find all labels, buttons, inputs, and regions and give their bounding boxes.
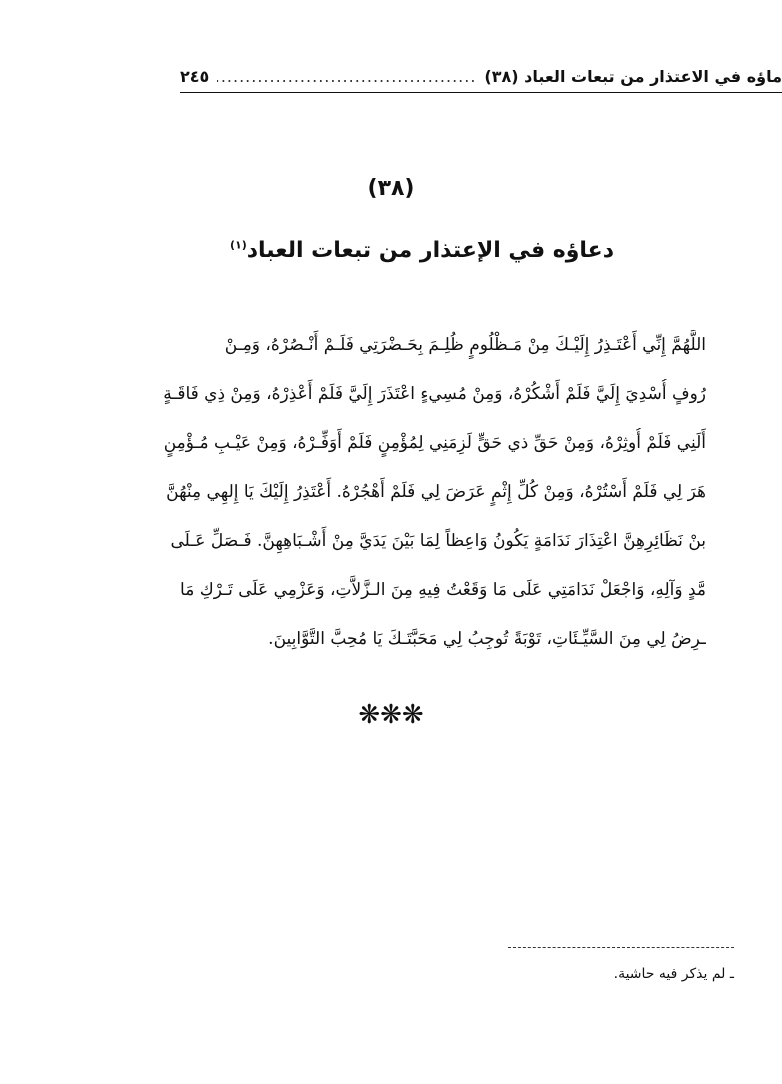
text-line: ـرِضُ لِي مِنَ السَّيِّـئَاتِ، تَوْبَةً تُوجِبُ لِي مَحَبَّتَـكَ يَا مُحِبَّ التَّوَّابِينَ.	[268, 629, 706, 649]
chapter-title: دعاؤه في الإعتذار من تبعات العباد	[246, 238, 614, 263]
text-line: اللَّهُمَّ إِنِّي أَعْتَـذِرُ إِلَيْـكَ مِنْ مَـظْلُومٍ ظُلِـمَ بِحَـضْرَتِي فَلَـمْ أَنْـصُرْهُ، وَمِـنْ	[224, 335, 706, 355]
text-line: رُوفٍ أُسْدِيَ إِلَيَّ فَلَمْ أَشْكُرْهُ، وَمِنْ مُسِيءٍ اعْتَذَرَ إِلَيَّ فَلَمْ أَعْذِرْهُ، وَمِنْ ذِي فَاقَـةٍ	[163, 384, 706, 404]
text-line: بنْ نَظَائِرِهِنَّ اعْتِذَارَ نَدَامَةٍ يَكُونُ وَاعِظاً لِمَا بَيْنَ يَدَيَّ مِنْ أَشْـبَاهِهِنَّ. فَـصَلِّ عَـلَى	[170, 531, 706, 551]
supplication-text	[0, 330, 706, 673]
chapter-heading	[230, 238, 614, 263]
ornament-divider-icon: ❋❋❋	[358, 700, 424, 730]
text-line: مَّدٍ وَآلِهِ، وَاجْعَلْ نَدَامَتِي عَلَى مَا وَقَعْتُ فِيهِ مِنَ الـزَّلاَّتِ، وَعَزْمِي عَلَى تَـرْكِ مَا	[180, 580, 706, 600]
running-header	[180, 62, 782, 90]
header-rule	[180, 92, 782, 93]
footnote-rule	[508, 947, 734, 948]
page-number: ٢٤٥	[180, 66, 210, 86]
footnote-marker: (١)	[229, 238, 247, 252]
header-leader-dots	[217, 67, 476, 86]
running-title: ماؤه في الاعتذار من تبعات العباد (٣٨)	[484, 66, 782, 86]
footnote: ـ لم يذكر فيه حاشية.	[613, 966, 734, 982]
chapter-number: (٣٨)	[367, 176, 415, 201]
text-line: أَلَنِي فَلَمْ أُوثِرْهُ، وَمِنْ حَقِّ ذي حَقٍّ لَزِمَنِي لِمُؤْمِنٍ فَلَمْ أَوَفِّـرْهُ، وَمِنْ عَيْـبِ مُـؤْمِنٍ	[163, 433, 706, 453]
text-line: هَرَ لِي فَلَمْ أَسْتُرْهُ، وَمِنْ كُلِّ إِثْمٍ عَرَضَ لِي فَلَمْ أَهْجُرْهُ. أَعْتَذِرُ إِلَيْكَ يَا إِلهِي مِنْهُنَّ	[166, 482, 706, 502]
